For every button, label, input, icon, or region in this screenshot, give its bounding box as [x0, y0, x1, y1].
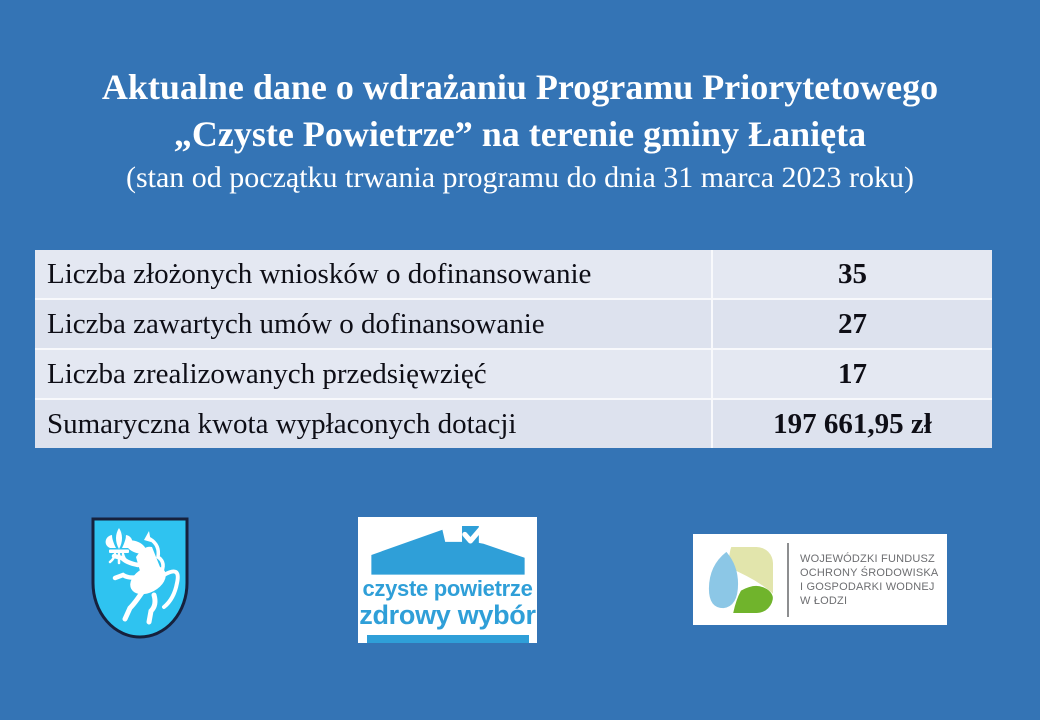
- row-label: Liczba zrealizowanych przedsięwzięć: [47, 357, 487, 390]
- wfosigw-line-4: W ŁODZI: [800, 594, 848, 607]
- wfosigw-emblem-icon: [706, 546, 774, 614]
- table-row: [35, 348, 992, 398]
- title-line-1: Aktualne dane o wdrażaniu Programu Priorytetowego: [101, 67, 939, 107]
- wfosigw-text: [800, 552, 938, 608]
- row-label: Liczba zawartych umów o dofinansowanie: [47, 307, 545, 340]
- logo-divider: [787, 543, 789, 617]
- row-value: 197 661,95 zł: [711, 400, 992, 448]
- row-value: 17: [711, 350, 992, 398]
- wfosigw-logo: [693, 534, 947, 625]
- table-row: [35, 250, 992, 298]
- stats-table: [35, 250, 992, 448]
- table-row: [35, 298, 992, 348]
- house-roof-icon: [366, 526, 530, 575]
- logo-underline-bar: [367, 635, 529, 643]
- zdrowy-wybor-text: zdrowy wybór: [359, 599, 536, 630]
- lanieta-coat-of-arms-icon: [88, 515, 192, 642]
- wfosigw-line-3: I GOSPODARKI WODNEJ: [800, 580, 935, 593]
- row-label: Liczba złożonych wniosków o dofinansowanie: [47, 257, 592, 290]
- wfosigw-line-2: OCHRONY ŚRODOWISKA: [800, 566, 939, 579]
- czyste-powietrze-text: czyste powietrze: [362, 575, 533, 601]
- czyste-powietrze-logo: [358, 517, 537, 643]
- title-line-2: „Czyste Powietrze” na terenie gminy Łanięta: [173, 114, 867, 154]
- row-value: 27: [711, 300, 992, 348]
- title-block: [0, 64, 1040, 198]
- row-label: Sumaryczna kwota wypłaconych dotacji: [47, 407, 517, 440]
- wfosigw-line-1: WOJEWÓDZKI FUNDUSZ: [800, 552, 935, 565]
- subtitle: (stan od początku trwania programu do dnia 31 marca 2023 roku): [125, 161, 915, 194]
- table-row: [35, 398, 992, 448]
- row-value: 35: [711, 250, 992, 298]
